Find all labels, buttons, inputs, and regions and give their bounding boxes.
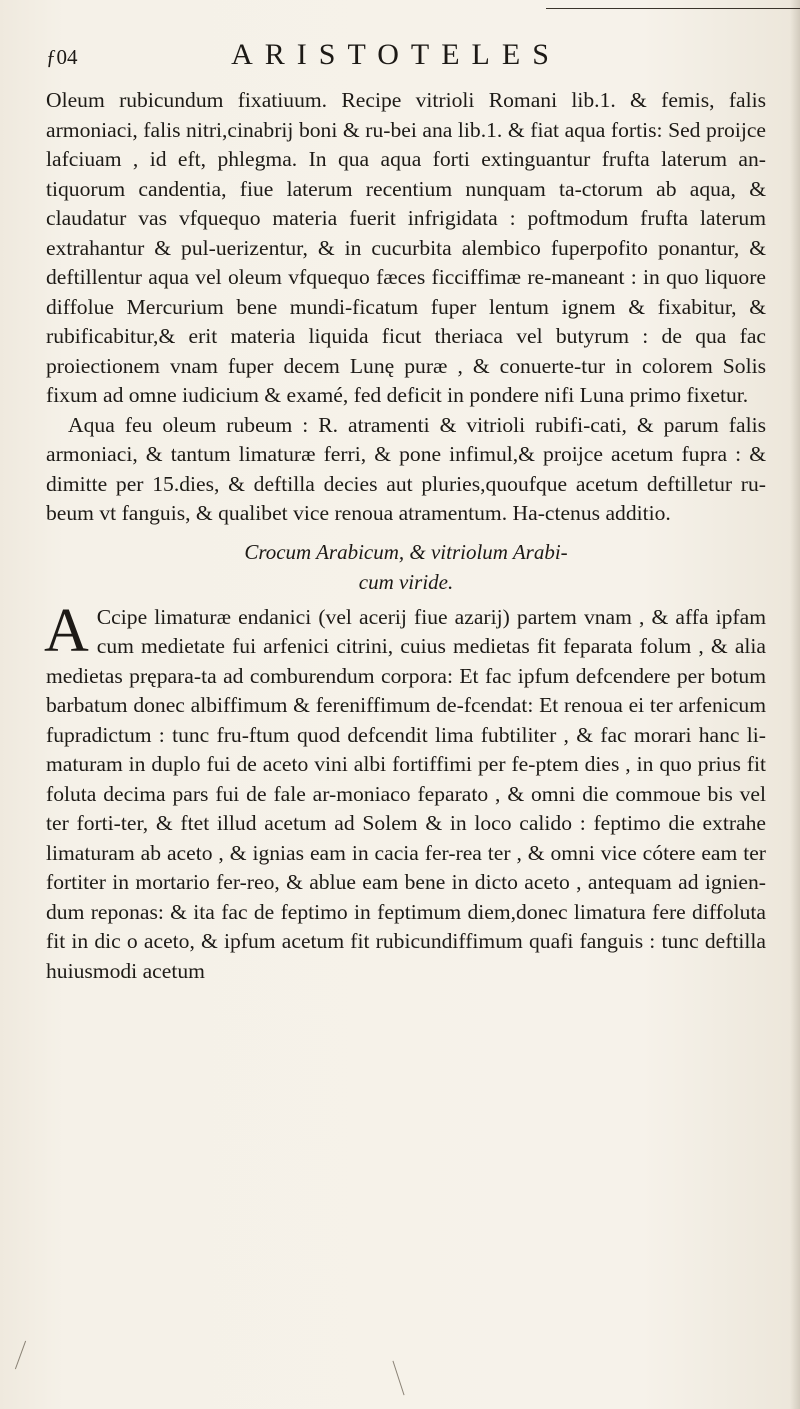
page-header: [46, 38, 766, 72]
page-number: ƒ04: [46, 45, 78, 69]
running-title: ARISTOTELES: [231, 38, 561, 71]
paragraph-oleum-rubicundum: Oleum rubicundum fixatiuum. Recipe vitrioli Romani lib.1. & femis, falis armoniaci, falis nitri,cinabrij boni & ru-bei ana lib.1. & fiat aqua fortis: Sed proijce lafciuam , id eft, phlegma. In qua aqua forti extinguantur frufta laterum an-tiquorum candentia, fiue laterum recentium nunquam ta-ctorum ab aqua, & claudatur vas vfquequo materia fuerit infrigidata : poftmodum frufta laterum extrahantur & pul-uerizentur, & in cucurbita alembico fuperpofito ponantur, & deftillentur aqua vel oleum vfquequo fæces ficciffimæ re-maneant : in quo liquore diffolue Mercurium bene mundi-ficatum fuper lentum ignem & fixabitur, & rubificabitur,& erit materia liquida ficut theriaca vel butyrum : de qua fac proiectionem vnam fuper decem Lunę puræ , & conuerte-tur in colorem Solis fixum ad omne iudicium & examé, fed deficit in pondere nifi Luna primo fixetur.: [46, 88, 766, 407]
paragraph-aqua-seu-oleum: Aqua feu oleum rubeum : R. atramenti & vitrioli rubifi-cati, & parum falis armoniaci, & tantum limaturæ ferri, & pone infimul,& proijce acetum fupra : & dimitte per 15.dies, & deftilla decies aut pluries,quoufque acetum deftilletur ru-beum vt fanguis, & qualibet vice renoua atramentum. Ha-ctenus additio.: [46, 412, 766, 525]
margin-mark: [15, 1341, 26, 1370]
section-heading-line-1: Crocum Arabicum, & vitriolum Arabi-: [244, 539, 568, 564]
paragraph-accipe-limaturae: [44, 596, 766, 987]
paragraph-accipe-text: Ccipe limaturæ endanici (vel acerij fiue azarij) partem vnam , & affa ipfam cum medietate fui arfenici citrini, cuius medietas fit feparata folum , & alia medietas prępara-ta ad comburendum corpora: Et fac ipfum defcendere per botum barbatum donec albiffimum & fereniffimum de-fcendat: Et renoua ei ter arfenicum fupradictum : tunc fru-ftum quod defcendit lima fubtiliter , & fac morari hanc li-maturam in duplo fui de aceto vini albi fortiffimi per fe-ptem dies , in quo prius fit foluta decima pars fui de fale ar-moniaco feparato , & omni die commoue bis vel ter forti-ter, & ftet illud acetum ad Solem & in loco calido : feptimo die extrahe limaturam ab aceto , & ignias eam in cacia fer-rea ter , & omni vice cótere eam ter fortiter in mortario fer-reo, & ablue eam bene in dicto aceto , antequam ad ignien-dum reponas: & ita fac de feptimo in feptimum diem,donec limatura fere diffoluta fit in dic o aceto, & ipfum acetum fit rubicundiffimum quafi fanguis : tunc deftilla huiusmodi acetum: [46, 604, 766, 983]
page-edge-shadow: [790, 0, 800, 1409]
section-heading: [46, 537, 766, 597]
section-heading-line-2: cum viride.: [358, 569, 454, 594]
drop-cap-letter: A: [44, 596, 89, 665]
top-rule: [546, 8, 800, 9]
ink-mark: [392, 1361, 404, 1396]
